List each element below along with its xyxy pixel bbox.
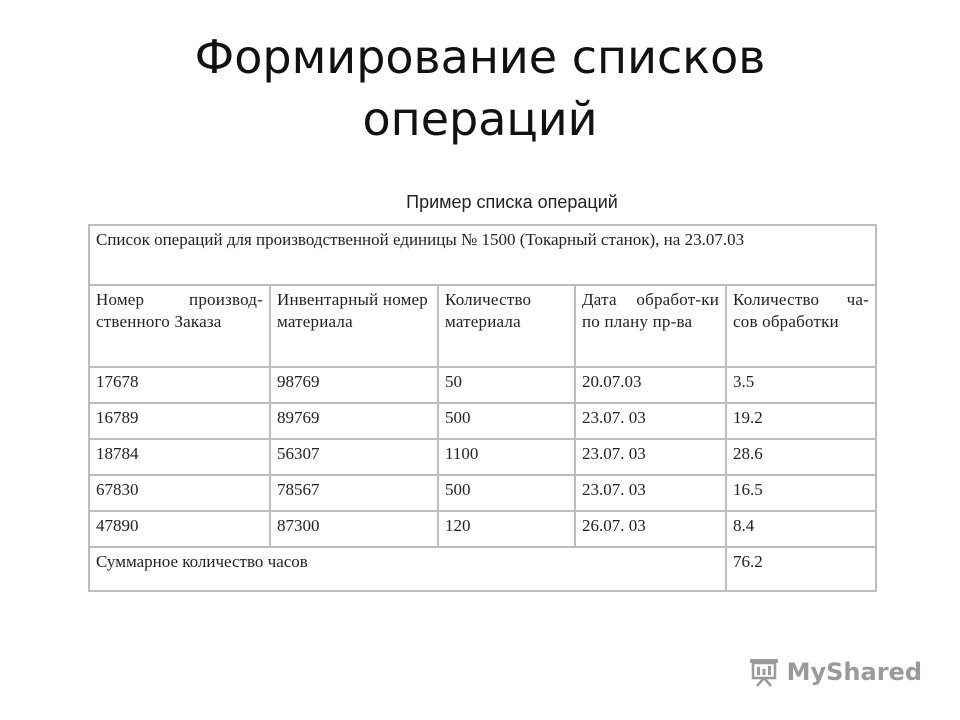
table-column-header-row (89, 285, 876, 367)
cell-processing-hours: 16.5 (726, 475, 876, 511)
cell-order-number: 18784 (89, 439, 270, 475)
column-header-planned-date: Дата обработ-ки по плану пр-ва (575, 285, 726, 367)
column-header-material-quantity: Количество материала (438, 285, 575, 367)
table-row (89, 403, 876, 439)
cell-planned-date: 26.07. 03 (575, 511, 726, 547)
table-caption: Пример списка операций (406, 192, 618, 212)
table-total-row (89, 547, 876, 591)
cell-order-number: 47890 (89, 511, 270, 547)
table-header-caption-row (89, 225, 876, 285)
cell-order-number: 67830 (89, 475, 270, 511)
cell-inventory-number: 87300 (270, 511, 438, 547)
cell-material-quantity: 50 (438, 367, 575, 403)
slide-title-line-1: Формирование списков (194, 30, 766, 84)
cell-material-quantity: 500 (438, 403, 575, 439)
cell-material-quantity: 120 (438, 511, 575, 547)
slide-title-line-2: операций (362, 92, 598, 146)
slide-title (0, 26, 960, 150)
projector-screen-icon (747, 655, 781, 689)
column-header-inventory-number: Инвентарный номер материала (270, 285, 438, 367)
table-row (89, 367, 876, 403)
cell-processing-hours: 3.5 (726, 367, 876, 403)
cell-planned-date: 23.07. 03 (575, 403, 726, 439)
total-label: Суммарное количество часов (89, 547, 726, 591)
total-value: 76.2 (726, 547, 876, 591)
table-row (89, 439, 876, 475)
cell-order-number: 16789 (89, 403, 270, 439)
cell-processing-hours: 8.4 (726, 511, 876, 547)
cell-order-number: 17678 (89, 367, 270, 403)
cell-planned-date: 20.07.03 (575, 367, 726, 403)
cell-processing-hours: 19.2 (726, 403, 876, 439)
cell-inventory-number: 78567 (270, 475, 438, 511)
cell-inventory-number: 89769 (270, 403, 438, 439)
column-header-processing-hours: Количество ча-сов обработки (726, 285, 876, 367)
cell-material-quantity: 500 (438, 475, 575, 511)
logo-text: MyShared (786, 658, 922, 686)
myshared-logo (747, 655, 922, 689)
cell-planned-date: 23.07. 03 (575, 439, 726, 475)
column-header-order-number: Номер производ-ственного Заказа (89, 285, 270, 367)
table-row (89, 511, 876, 547)
cell-inventory-number: 56307 (270, 439, 438, 475)
operations-table (88, 224, 877, 592)
table-header-caption: Список операций для производственной единицы № 1500 (Токарный станок), на 23.07.03 (89, 225, 876, 285)
table-row (89, 475, 876, 511)
cell-planned-date: 23.07. 03 (575, 475, 726, 511)
cell-inventory-number: 98769 (270, 367, 438, 403)
cell-material-quantity: 1100 (438, 439, 575, 475)
cell-processing-hours: 28.6 (726, 439, 876, 475)
